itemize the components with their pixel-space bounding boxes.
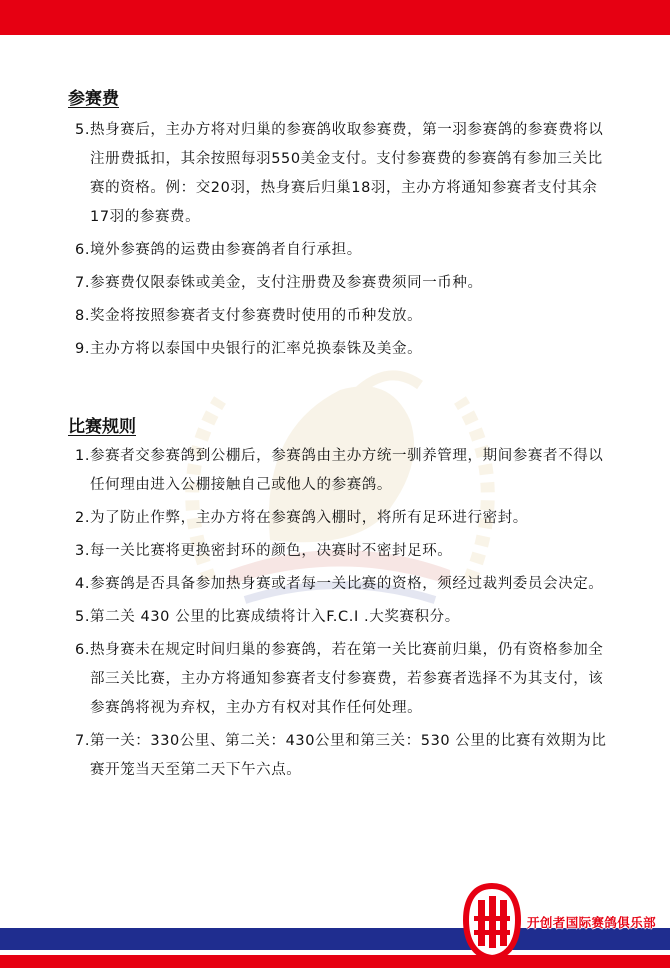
item-number: 6. xyxy=(75,242,91,258)
item-number: 8. xyxy=(75,308,91,324)
rules-item-1 xyxy=(75,442,615,500)
rules-list xyxy=(75,442,615,785)
item-number: 7. xyxy=(75,733,91,749)
section-title-fees: 参赛费 xyxy=(68,89,119,109)
bottom-stripes xyxy=(0,928,670,968)
rules-item-7 xyxy=(75,727,615,785)
fees-list xyxy=(75,116,615,364)
item-text: 第一关：330公里、第二关：430公里和第三关：530 公里的比赛有效期为比赛开笼当天至第二天下午六点。 xyxy=(90,733,607,778)
item-text: 第二关 430 公里的比赛成绩将计入F.C.I .大奖赛积分。 xyxy=(90,609,460,625)
rules-item-6 xyxy=(75,636,615,723)
rules-item-5 xyxy=(75,603,615,632)
item-number: 1. xyxy=(75,448,91,464)
fees-item-6 xyxy=(75,236,615,265)
item-text: 境外参赛鸽的运费由参赛鸽者自行承担。 xyxy=(90,242,362,258)
fees-item-7 xyxy=(75,269,615,298)
item-text: 参赛鸽是否具备参加热身赛或者每一关比赛的资格，须经过裁判委员会决定。 xyxy=(90,576,604,592)
item-text: 每一关比赛将更换密封环的颜色，决赛时不密封足环。 xyxy=(90,543,453,559)
item-number: 4. xyxy=(75,576,91,592)
rules-item-4 xyxy=(75,570,615,599)
item-text: 奖金将按照参赛者支付参赛费时使用的币种发放。 xyxy=(90,308,423,324)
item-text: 主办方将以泰国中央银行的汇率兑换泰铢及美金。 xyxy=(90,341,423,357)
item-number: 5. xyxy=(75,609,91,625)
fees-item-5 xyxy=(75,116,615,232)
pioneer-club-logo-icon xyxy=(462,882,522,962)
item-number: 5. xyxy=(75,122,91,138)
item-number: 2. xyxy=(75,510,91,526)
item-text: 参赛者交参赛鸽到公棚后，参赛鸽由主办方统一驯养管理，期间参赛者不得以任何理由进入公棚接触自己或他人的参赛鸽。 xyxy=(90,448,604,493)
item-number: 3. xyxy=(75,543,91,559)
item-number: 6. xyxy=(75,642,91,658)
fees-item-8 xyxy=(75,302,615,331)
item-number: 9. xyxy=(75,341,91,357)
section-title-rules: 比赛规则 xyxy=(68,417,136,437)
rules-item-3 xyxy=(75,537,615,566)
item-number: 7. xyxy=(75,275,91,291)
blue-stripe xyxy=(0,928,670,950)
rules-item-2 xyxy=(75,504,615,533)
item-text: 为了防止作弊，主办方将在参赛鸽入棚时，将所有足环进行密封。 xyxy=(90,510,528,526)
red-stripe xyxy=(0,955,670,968)
club-brand-name: 开创者国际赛鸽俱乐部 xyxy=(527,915,657,930)
top-red-bar xyxy=(0,0,670,35)
item-text: 参赛费仅限泰铢或美金，支付注册费及参赛费须同一币种。 xyxy=(90,275,483,291)
item-text: 热身赛后，主办方将对归巢的参赛鸽收取参赛费，第一羽参赛鸽的参赛费将以注册费抵扣，其余按照每羽550美金支付。支付参赛费的参赛鸽有参加三关比赛的资格。例：交20羽，热身赛后归巢18羽，主办方将通知参赛者支付其余17羽的参赛费。 xyxy=(90,122,604,225)
fees-item-9 xyxy=(75,335,615,364)
item-text: 热身赛未在规定时间归巢的参赛鸽，若在第一关比赛前归巢，仍有资格参加全部三关比赛，主办方将通知参赛者支付参赛费，若参赛者选择不为其支付，该参赛鸽将视为弃权，主办方有权对其作任何处理。 xyxy=(90,642,604,716)
